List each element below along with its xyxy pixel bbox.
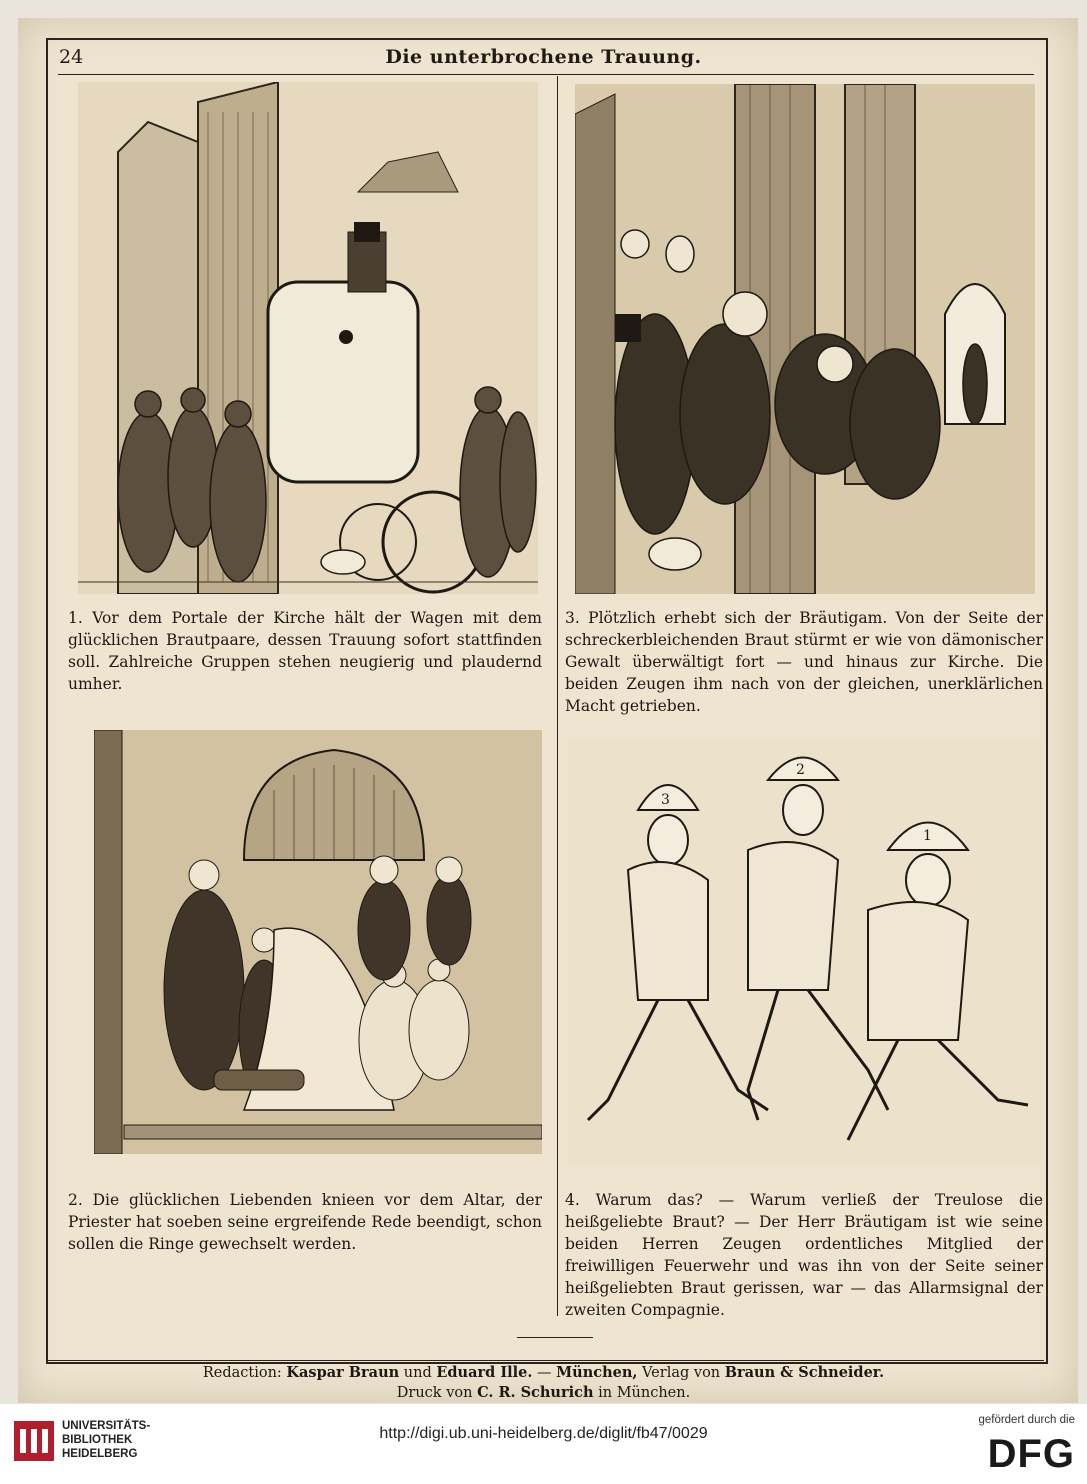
imprint-line-2: Druck von C. R. Schurich in München.: [396, 1384, 691, 1401]
caption-4: 4. Warum das? — Warum verließ der Treulose die heißgeliebte Braut? — Der Herr Bräutigam ist wie seine beiden Herren Zeugen ordentliches Mitglied der freiwilligen Feuerwehr und was ihn von der Seite seiner heißgeliebten Braut gerissen, war — das Allarmsignal der zweiten Compagnie.: [565, 1191, 1043, 1319]
footer-rule: [46, 1360, 1044, 1361]
caption-3: 3. Plötzlich erhebt sich der Bräutigam. Von der Seite der schreckerbleichenden Braut stürmt er wie von dämonischer Gewalt überwältigt fort — und hinaus zur Kirche. Die beiden Zeugen ihm nach von der gleichen, unerklärlichen Macht getrieben.: [565, 609, 1043, 715]
caption-1: 1. Vor dem Portale der Kirche hält der Wagen mit dem glücklichen Brautpaare, dessen Trauung sofort stattfinden soll. Zahlreiche Gruppen stehen neugierig und plaudernd umher.: [68, 609, 542, 693]
end-rule: [517, 1337, 593, 1338]
permalink-url[interactable]: http://digi.ub.uni-heidelberg.de/diglit/fb47/0029: [379, 1425, 708, 1442]
page-number: 24: [59, 46, 84, 68]
page-title: Die unterbrochene Trauung.: [385, 46, 702, 68]
dfg-logo[interactable]: DFG: [987, 1432, 1075, 1476]
imprint-line-1: Redaction: Kaspar Braun und Eduard Ille. — München, Verlag von Braun & Schneider.: [202, 1364, 885, 1381]
funding-note: gefördert durch die: [978, 1414, 1075, 1426]
illustration-2-altar: [94, 730, 542, 1154]
illustration-1-carriage: [78, 82, 538, 594]
illustration-3-groom-flees: [575, 84, 1035, 594]
helmet-number-2: 2: [796, 762, 805, 778]
title-rule: [58, 74, 1034, 75]
library-name[interactable]: UNIVERSITÄTS- BIBLIOTHEK HEIDELBERG: [62, 1420, 151, 1460]
illustration-4-firemen: [568, 740, 1044, 1164]
helmet-number-1: 1: [923, 828, 932, 844]
column-divider: [557, 76, 558, 1316]
caption-2: 2. Die glücklichen Liebenden knieen vor dem Altar, der Priester hat soeben seine ergreifende Rede beendigt, schon sollen die Ringe gewechselt werden.: [68, 1191, 542, 1253]
helmet-number-3: 3: [661, 792, 670, 808]
